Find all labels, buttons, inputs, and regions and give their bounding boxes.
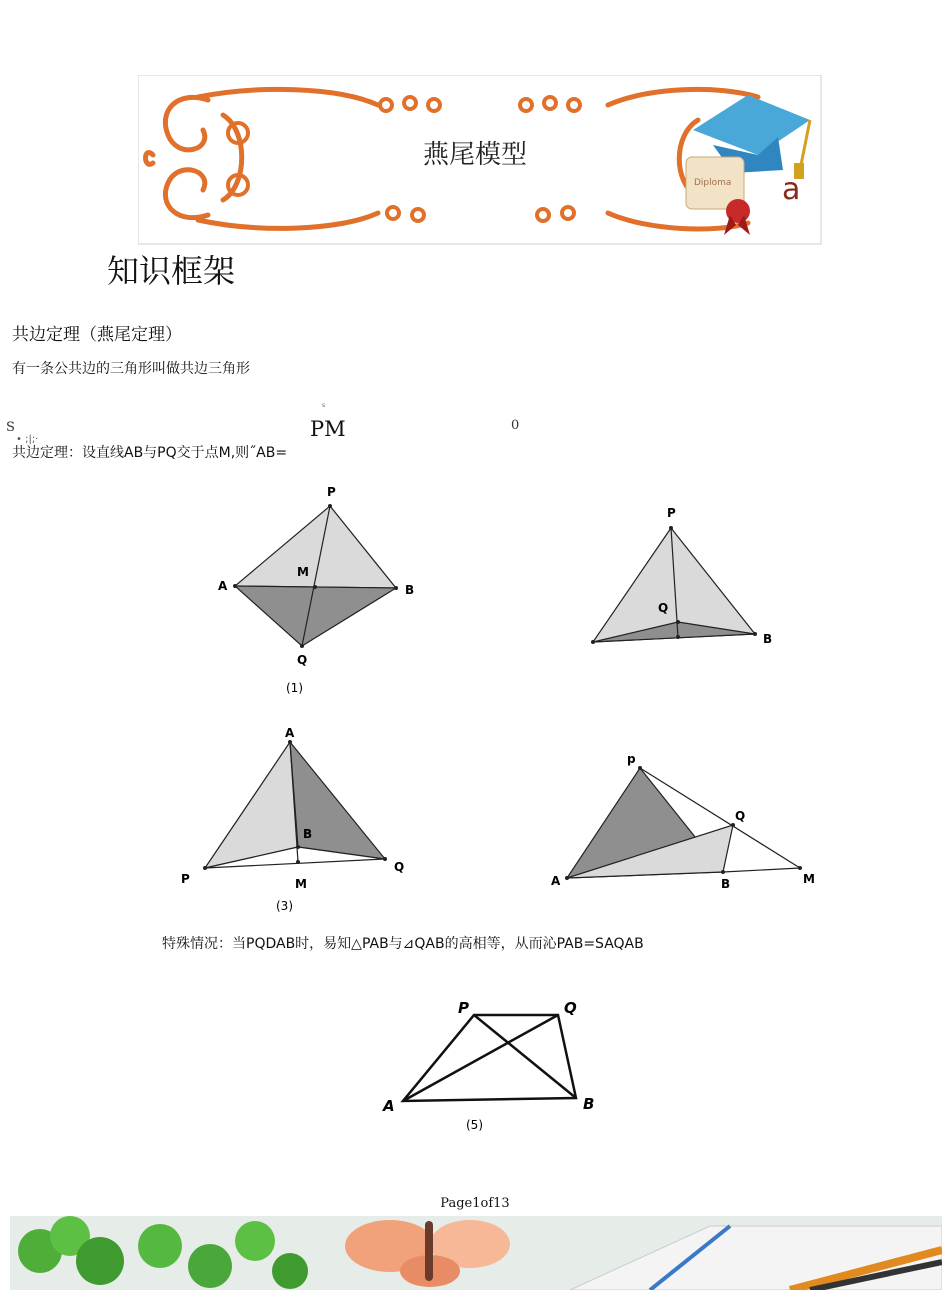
- decorative-footer: [10, 1216, 942, 1290]
- label-q: Q: [297, 653, 308, 667]
- caption-3: (3): [276, 899, 293, 913]
- figure-5: [378, 995, 603, 1135]
- label-b: B: [721, 877, 731, 891]
- label-p: P: [667, 506, 676, 520]
- label-b: B: [405, 583, 415, 597]
- definition-text: 有一条公共边的三角形叫做共边三角形: [12, 361, 250, 377]
- caption-5: (5): [466, 1118, 483, 1132]
- label-p: P: [327, 485, 336, 499]
- label-a: A: [383, 1097, 395, 1115]
- caption-1: (1): [286, 681, 303, 695]
- label-a: A: [285, 726, 295, 740]
- label-q: Q: [394, 860, 405, 874]
- formula-fragment-o: 0: [511, 418, 520, 433]
- label-b: B: [583, 1095, 595, 1113]
- label-m: M: [295, 877, 307, 891]
- banner-title: 燕尾模型: [422, 140, 527, 170]
- special-case-text: 特殊情况：当PQDAB时，易知△PAB与⊿QAB的高相等，从而沁PAB=SAQAB: [162, 936, 644, 952]
- figure-1: [200, 478, 430, 702]
- svg-text:Diploma: Diploma: [694, 178, 732, 188]
- triangle-apb: [205, 742, 298, 868]
- label-m: M: [803, 872, 815, 886]
- label-m: M: [297, 565, 309, 579]
- label-a: A: [218, 579, 228, 593]
- formula-fragment-superscript: s: [322, 402, 326, 409]
- formula-fragment-pm: PM: [310, 417, 346, 441]
- line-bm: [723, 868, 800, 872]
- formula-fragment-dots: • ;|;·: [16, 434, 39, 445]
- formula-fragment-s: S: [6, 420, 15, 435]
- label-q: Q: [735, 809, 746, 823]
- label-q: Q: [564, 999, 577, 1017]
- label-q: Q: [658, 601, 669, 615]
- triangle-aqb: [290, 742, 385, 859]
- label-b: B: [763, 632, 773, 646]
- banner-mark: a: [782, 172, 801, 207]
- figure-2: [585, 500, 775, 655]
- figure-3: [175, 722, 410, 918]
- label-p: P: [181, 872, 190, 886]
- label-b: B: [303, 827, 313, 841]
- theorem-text: 共边定理：设直线AB与PQ交于点M,则˝AB=: [12, 445, 288, 461]
- label-a: A: [551, 874, 561, 888]
- triangle-qab: [235, 586, 396, 646]
- page-number: Page1of13: [440, 1196, 510, 1211]
- label-p: P: [458, 999, 469, 1017]
- figure-4: [545, 750, 820, 895]
- section-heading: 知识框架: [107, 252, 236, 290]
- label-p: p: [627, 752, 636, 766]
- subheading: 共边定理（燕尾定理）: [12, 325, 182, 345]
